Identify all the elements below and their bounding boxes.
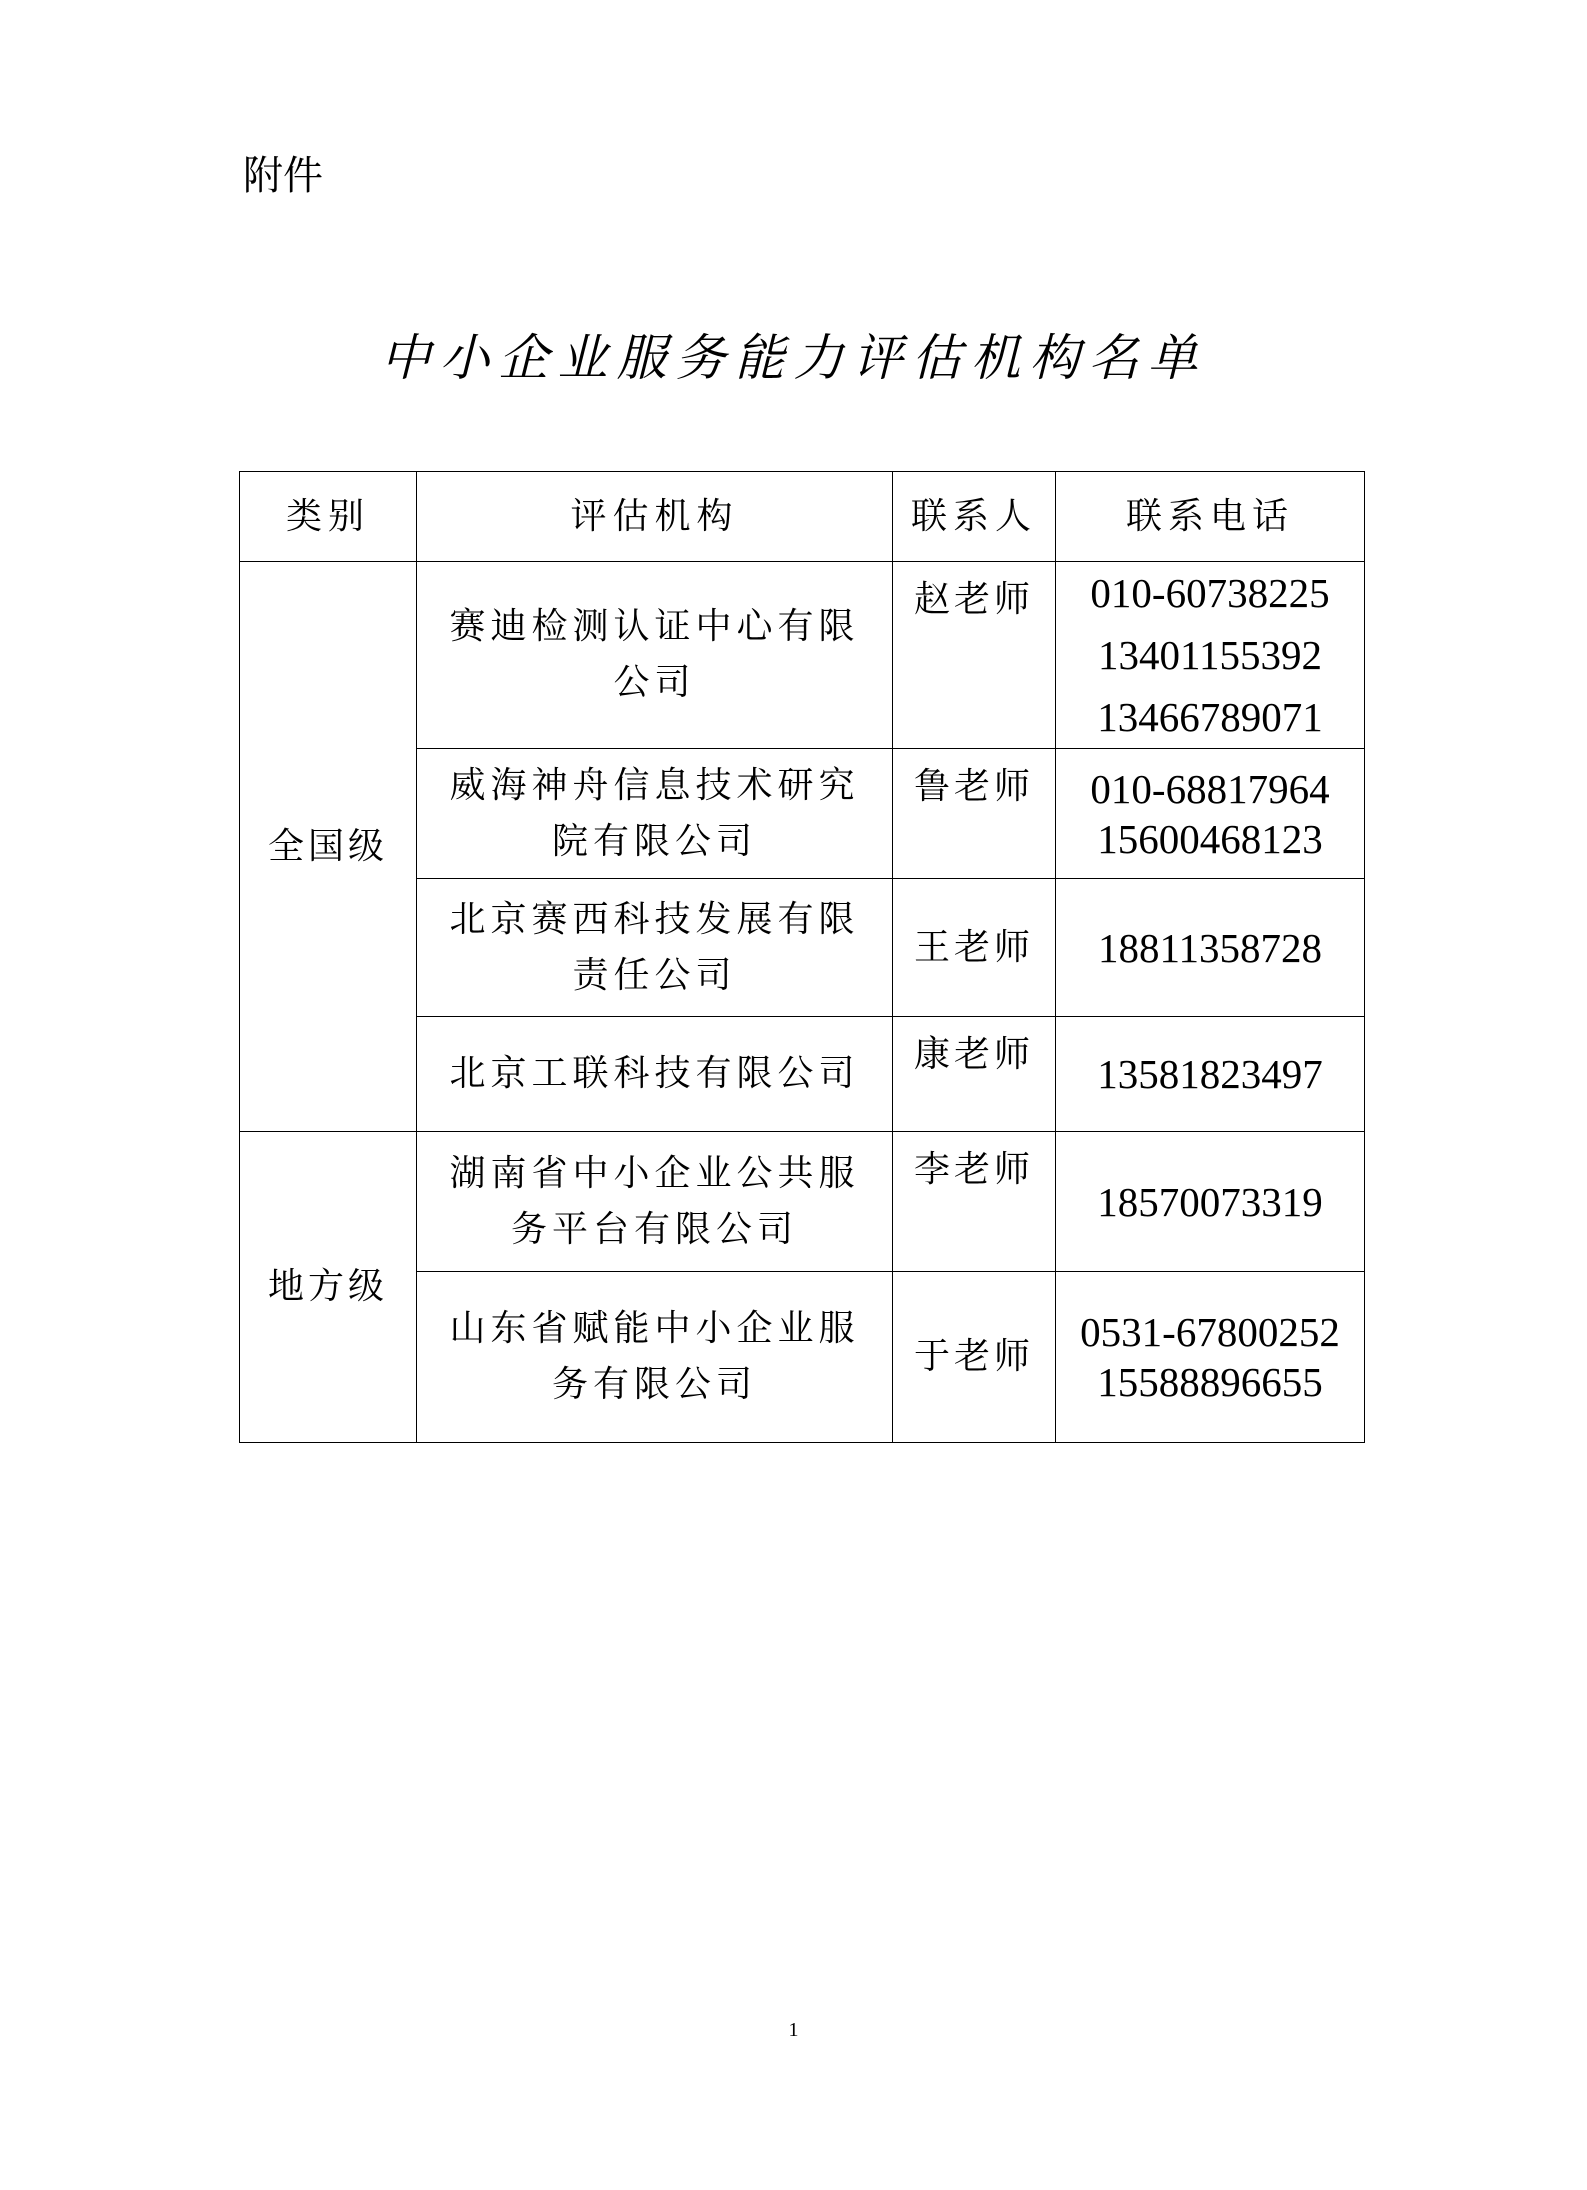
table-header-row bbox=[240, 472, 1365, 562]
header-phone: 联系电话 bbox=[1056, 472, 1365, 562]
contact-person: 赵老师 bbox=[893, 562, 1056, 749]
category-national: 全国级 bbox=[240, 562, 417, 1132]
phone-numbers bbox=[1056, 879, 1365, 1017]
phone-number: 15600468123 bbox=[1097, 815, 1323, 862]
category-local: 地方级 bbox=[240, 1132, 417, 1443]
phone-number: 18811358728 bbox=[1098, 924, 1322, 971]
header-contact: 联系人 bbox=[893, 472, 1056, 562]
table-row bbox=[240, 562, 1365, 749]
document-title: 中小企业服务能力评估机构名单 bbox=[380, 329, 1207, 387]
contact-person: 李老师 bbox=[893, 1132, 1056, 1272]
phone-numbers bbox=[1056, 1272, 1365, 1443]
organization-name: 威海神舟信息技术研究院有限公司 bbox=[417, 749, 893, 879]
phone-number: 18570073319 bbox=[1097, 1178, 1323, 1225]
phone-number: 010-60738225 bbox=[1090, 570, 1330, 616]
contact-person: 王老师 bbox=[893, 879, 1056, 1017]
phone-numbers bbox=[1056, 1017, 1365, 1132]
phone-number: 010-68817964 bbox=[1090, 765, 1330, 812]
phone-number: 13401155392 bbox=[1098, 632, 1322, 678]
organization-name: 北京赛西科技发展有限责任公司 bbox=[417, 879, 893, 1017]
phone-numbers bbox=[1056, 562, 1365, 749]
phone-number: 13581823497 bbox=[1097, 1051, 1323, 1097]
contact-person: 鲁老师 bbox=[893, 749, 1056, 879]
phone-number: 0531-67800252 bbox=[1080, 1309, 1340, 1355]
header-category: 类别 bbox=[240, 472, 417, 562]
contact-person: 康老师 bbox=[893, 1017, 1056, 1132]
contact-person: 于老师 bbox=[893, 1272, 1056, 1443]
header-organization: 评估机构 bbox=[417, 472, 893, 562]
phone-number: 15588896655 bbox=[1097, 1359, 1323, 1405]
attachment-label: 附件 bbox=[243, 153, 323, 199]
phone-numbers bbox=[1056, 1132, 1365, 1272]
organization-name: 湖南省中小企业公共服务平台有限公司 bbox=[417, 1132, 893, 1272]
evaluation-agencies-table bbox=[239, 471, 1365, 1443]
table-row bbox=[240, 1132, 1365, 1272]
phone-numbers bbox=[1056, 749, 1365, 879]
phone-number: 13466789071 bbox=[1097, 694, 1323, 740]
page-number: 1 bbox=[788, 2019, 799, 2041]
organization-name: 赛迪检测认证中心有限公司 bbox=[417, 562, 893, 749]
organization-name: 北京工联科技有限公司 bbox=[417, 1017, 893, 1132]
organization-name: 山东省赋能中小企业服务有限公司 bbox=[417, 1272, 893, 1443]
